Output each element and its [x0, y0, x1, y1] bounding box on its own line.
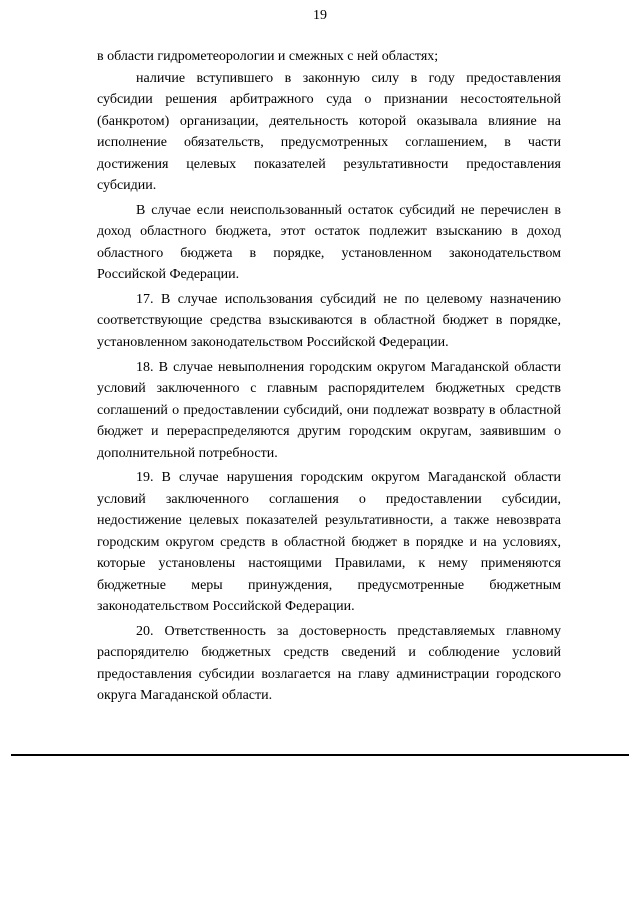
- paragraph-item-19: 19. В случае нарушения городским округом Магаданской области условий заключенного соглашения о предоставлении субсидии, недостижение целевых показателей результативности, а также невозврата городским округом средств в областной бюджет в порядке и на условиях, которые установлены настоящими Правилами, к нему применяются бюджетные меры принуждения, предусмотренные бюджетным законодательством Российской Федерации.: [97, 470, 561, 615]
- footer-separator-line: [11, 754, 629, 756]
- paragraph-item-17: 17. В случае использования субсидий не по целевому назначению соответствующие средства взыскиваются в областной бюджет в порядке, установленном законодательством Российской Федерации.: [97, 291, 561, 350]
- paragraph-unused-remainder: В случае если неиспользованный остаток субсидий не перечислен в доход областного бюджета, этот остаток подлежит взысканию в доход областного бюджета в порядке, установленном законодательством Российской Федерации.: [97, 202, 561, 283]
- page-number: 19: [313, 8, 327, 23]
- paragraph-item-18: 18. В случае невыполнения городским округом Магаданской области условий заключенного с главным распорядителем бюджетных средств соглашений о предоставлении субсидий, они подлежат возврату в областной бюджет и перераспределяются другим городским округам, заявившим о дополнительной потребности.: [97, 359, 561, 461]
- document-body: [97, 46, 561, 707]
- paragraph-bankruptcy-condition: наличие вступившего в законную силу в году предоставления субсидии решения арбитражного суда о признании несостоятельной (банкротом) организации, деятельность которой оказывала влияние на исполнение обязательств, предусмотренных соглашением, в части достижения целевых показателей результативности предоставления субсидии.: [97, 70, 561, 193]
- paragraph-continuation: в области гидрометеорологии и смежных с ней областях;: [97, 49, 439, 64]
- paragraph-item-20: 20. Ответственность за достоверность представляемых главному распорядителю бюджетных средств сведений и соблюдение условий предоставления субсидии возлагается на главу администрации городского округа Магаданской области.: [97, 623, 561, 704]
